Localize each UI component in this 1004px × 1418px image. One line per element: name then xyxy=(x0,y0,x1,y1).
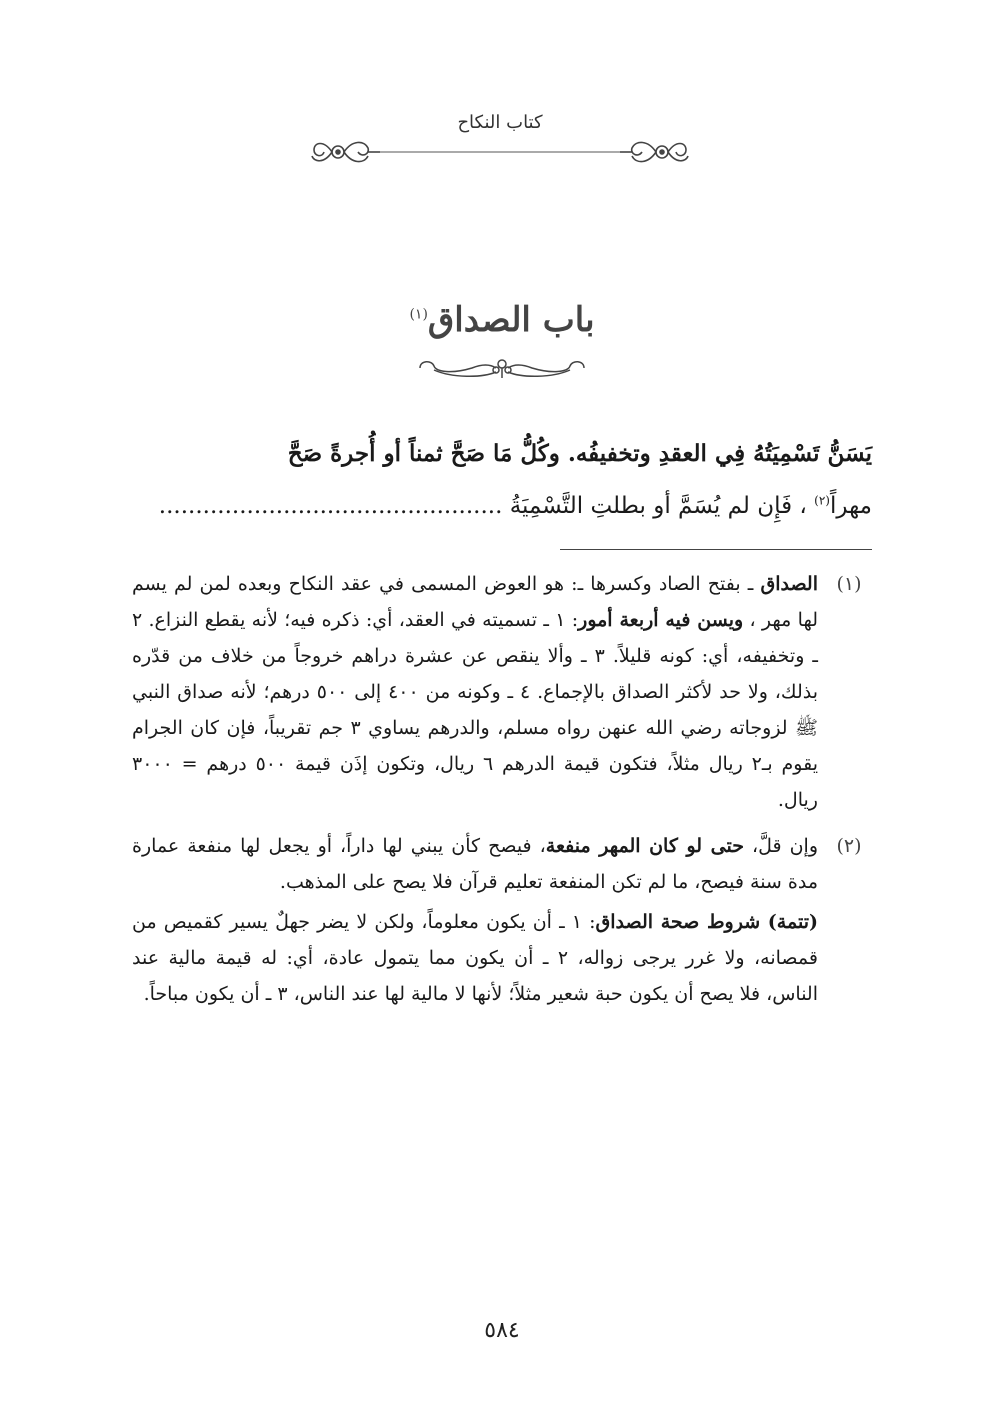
footnote-2-bold: حتى لو كان المهر منفعة xyxy=(545,835,744,857)
supplement-text: : ١ ـ أن يكون معلوماً، ولكن لا يضر جهلٌ يسير كقميص من قمصانه، ولا غرر يرجى زواله، ٢ ـ أن يكون مما يتمول عادة، أي: له قيمة مالية عند الناس، فلا يصح أن يكون حبة شعير مثلاً؛ لأنها لا مالية لها عند الناس، ٣ ـ أن يكون مباحاً. xyxy=(132,911,818,1005)
footnote-supplement xyxy=(132,904,872,1012)
footnote-separator xyxy=(560,549,872,550)
main-line-2 xyxy=(132,480,872,532)
footnote-2-number: (٢) xyxy=(836,835,862,857)
chapter-title-text: باب الصداق xyxy=(427,300,595,340)
footnote-1-text-a: ـ بفتح الصاد وكسرها ـ: هو العوض المسمى في عقد النكاح وبعده لمن لم يسم لها مهر ، xyxy=(132,573,818,631)
footnote-1-term: الصداق xyxy=(760,573,818,595)
main-text xyxy=(132,428,872,532)
running-title: كتاب النكاح xyxy=(457,112,543,133)
main-footnote-ref-2[interactable]: (٢) xyxy=(814,493,830,508)
supplement-title: (تتمة) شروط صحة الصداق xyxy=(595,911,818,933)
footnote-2 xyxy=(132,828,872,900)
footnotes xyxy=(132,566,872,1012)
footnote-1 xyxy=(132,566,872,818)
chapter-footnote-ref[interactable]: (١) xyxy=(409,306,428,323)
header-ornament-icon xyxy=(300,134,700,170)
main-line-2-end: ، فَإِن لم يُسَمَّ أو بطلتِ التَّسْمِيَةُ xyxy=(509,493,807,519)
footnote-2-text-a: وإن قلَّ، xyxy=(751,835,818,857)
running-header xyxy=(300,112,700,172)
main-line-2-start: مهراً xyxy=(829,493,872,519)
footnote-1-number: (١) xyxy=(836,573,862,595)
footnote-1-text-c: : ١ ـ تسميته في العقد، أي: ذكره فيه؛ لأنه يقطع النزاع. ٢ ـ وتخفيفه، أي: كونه قليلاً. ٣ ـ وألا ينقص عن عشرة دراهم خروجاً من خلاف من قدّره بذلك، ولا حد لأكثر الصداق بالإجماع. ٤ ـ وكونه من ٤٠٠ إلى ٥٠٠ درهم؛ لأنه صداق النبي ﷺ لزوجاته رضي الله عنهن رواه مسلم، والدرهم يساوي ٣ جم تقريباً، فإن كان الجرام يقوم بـ٢ ريال مثلاً، فتكون قيمة الدرهم ٦ ريال، وتكون إذَن قيمة ٥٠٠ درهم = ٣٠٠٠ ريال. xyxy=(132,609,818,811)
title-ornament-icon xyxy=(412,352,592,382)
chapter-title xyxy=(0,300,1004,340)
main-line-2-dots: ............................................... xyxy=(158,493,503,519)
footnote-1-bold: ويسن فيه أربعة أمور xyxy=(578,609,744,631)
main-line-1 xyxy=(132,428,872,480)
main-line-1-text: يَسَنُّ تَسْمِيَتُهُ فِي العقدِ وتخفيفُه. وكُلُّ مَا صَحَّ ثمناً أو أُجرةً صَحَّ xyxy=(287,440,872,467)
footnote-2-text-c: ، فيصح كأن يبني لها داراً، أو يجعل لها منفعة عمارة مدة سنة فيصح، ما لم تكن المنفعة تعليم قرآن فلا يصح على المذهب. xyxy=(132,835,818,893)
page-number: ٥٨٤ xyxy=(484,1318,520,1343)
